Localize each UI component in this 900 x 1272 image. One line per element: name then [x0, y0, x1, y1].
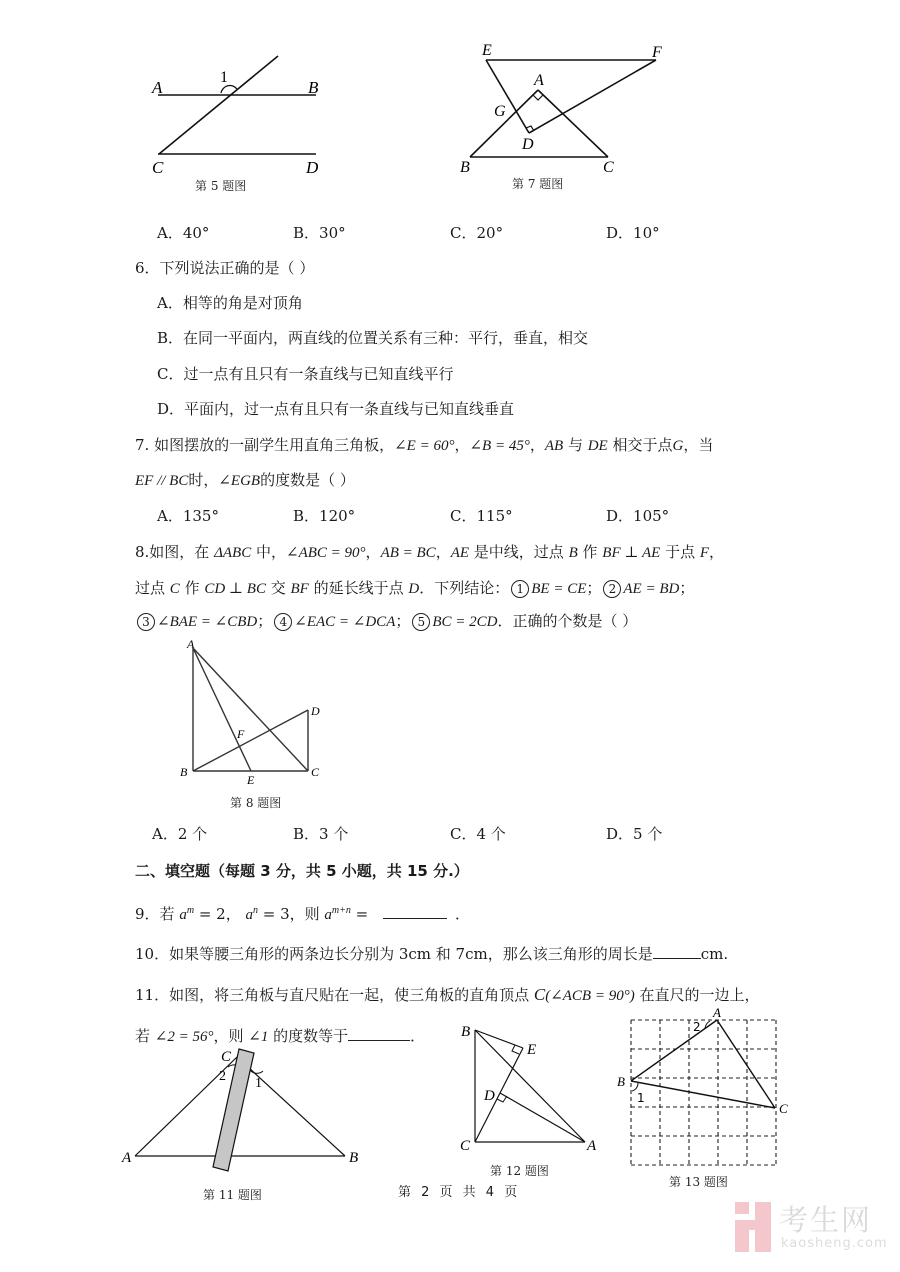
line-ed — [486, 60, 529, 133]
q8-line-2 — [135, 578, 694, 599]
q10-unit: cm. — [700, 945, 729, 963]
watermark — [735, 1198, 895, 1258]
q7-text: 时， — [188, 471, 219, 489]
label-a: A — [122, 1150, 132, 1166]
q7-text: 相交于点 — [607, 436, 673, 454]
q6-option-b[interactable]: B．在同一平面内，两直线的位置关系有三种：平行，垂直，相交 — [157, 329, 589, 347]
q8-conclusion-number: 2 — [603, 580, 621, 598]
label-b: B — [461, 1024, 471, 1040]
line-ad — [500, 1093, 585, 1142]
q8-math: BF — [290, 581, 309, 597]
figure-11-caption: 第 11 题图 — [203, 1188, 262, 1202]
q8-math: BE = CE — [531, 581, 587, 597]
q9-text: ． — [455, 905, 471, 923]
label-c: C — [460, 1138, 471, 1154]
q8-math: AE = BD — [623, 581, 680, 597]
q7-text: 与 — [563, 436, 588, 454]
line-ac — [193, 648, 308, 771]
q11-math-angle-2: ∠2 = 56° — [154, 1029, 214, 1045]
label-f: F — [652, 44, 662, 61]
q11-text: 若 — [135, 1027, 155, 1045]
q8-text: 过点 — [135, 579, 170, 597]
label-c: C — [152, 158, 164, 177]
figure-5-caption: 第 5 题图 — [195, 179, 247, 193]
q7-math-ab: AB — [544, 438, 564, 454]
q7-text: 7. 如图摆放的一副学生用直角三角板， — [135, 436, 395, 454]
q5-option-b[interactable]: B．30° — [293, 224, 346, 242]
q7-text: ，当 — [683, 436, 714, 454]
q7-line-1 — [135, 435, 713, 456]
figure-13-caption: 第 13 题图 — [669, 1175, 728, 1189]
q11-math-angle-1: ∠1 — [248, 1029, 269, 1045]
label-a: A — [713, 1005, 721, 1020]
q8-math: D — [408, 581, 420, 597]
q9-exp-m-plus-n: m+n — [331, 905, 351, 916]
q9-exp-m: m — [186, 905, 195, 916]
line-cb — [237, 1057, 345, 1156]
q8-conclusion-number: 4 — [274, 613, 292, 631]
q8-math: ∠EAC = ∠DCA — [294, 614, 396, 630]
q5-option-a[interactable]: A．40° — [157, 224, 210, 242]
q7-math-angle-b: ∠B = 45° — [469, 438, 530, 454]
right-angle-a — [533, 95, 543, 100]
figure-8-caption: 第 8 题图 — [230, 796, 282, 810]
watermark-domain: kaosheng.com — [781, 1236, 888, 1251]
label-c: C — [221, 1049, 232, 1065]
q6-option-a[interactable]: A．相等的角是对顶角 — [157, 294, 303, 312]
q8-text: 是中线，过点 — [469, 543, 569, 561]
q7-sep: ， — [529, 436, 545, 454]
q9-text: = — [350, 905, 369, 923]
q8-math: CD ⊥ BC — [204, 581, 266, 597]
q6-option-d[interactable]: D．平面内，过一点有且只有一条直线与已知直线垂直 — [157, 400, 515, 418]
q8-math: ∠ABC = 90° — [286, 545, 366, 561]
label-b: B — [180, 765, 188, 779]
line-ac — [717, 1020, 775, 1108]
q8-text: ， — [709, 543, 725, 561]
q8-math: F — [699, 545, 710, 561]
label-c: C — [603, 159, 614, 176]
q8-text: ； — [395, 612, 411, 630]
figure-7 — [450, 30, 680, 180]
q9-answer-blank[interactable] — [383, 904, 447, 919]
q8-math: BF ⊥ AE — [602, 545, 661, 561]
q7-sep: ， — [454, 436, 470, 454]
ruler — [213, 1049, 254, 1171]
q11-line-2 — [135, 1026, 425, 1047]
q9-math-a: a — [324, 907, 332, 923]
label-d: D — [311, 704, 320, 718]
label-b: B — [617, 1074, 625, 1089]
figure-5 — [140, 30, 340, 200]
q8-conclusion-number: 3 — [137, 613, 155, 631]
label-angle-1: 1 — [637, 1091, 645, 1105]
q7-math-angle-e: ∠E = 60° — [394, 438, 455, 454]
label-a: A — [152, 78, 163, 97]
label-c: C — [779, 1101, 788, 1116]
q10-answer-blank[interactable] — [653, 944, 701, 959]
figure-8 — [175, 638, 335, 788]
watermark-brand: 考生网 — [779, 1203, 873, 1237]
q9-exp-n: n — [252, 905, 258, 916]
q8-text: 交 — [265, 579, 291, 597]
q7-math-de: DE — [587, 438, 608, 454]
q6-option-c[interactable]: C．过一点有且只有一条直线与已知直线平行 — [157, 365, 454, 383]
angle-1-arc — [632, 1083, 638, 1091]
label-a: A — [534, 72, 544, 89]
label-b: B — [349, 1150, 359, 1166]
label-e: E — [527, 1042, 537, 1058]
q8-math: ΔABC — [214, 545, 252, 561]
q8-text: ； — [679, 579, 695, 597]
q7-line-2 — [135, 470, 355, 491]
label-e: E — [247, 773, 255, 787]
dashed-grid — [631, 1020, 776, 1165]
q10-line — [135, 944, 728, 964]
label-angle-2: 2 — [693, 1020, 701, 1034]
q7-math-angle-egb: ∠EGB — [218, 473, 261, 489]
q8-line-3 — [135, 611, 637, 632]
q5-option-c[interactable]: C．20° — [450, 224, 504, 242]
q8-option-c[interactable]: C．4 个 — [450, 825, 506, 843]
q8-text: ； — [257, 612, 273, 630]
line-be — [475, 1030, 523, 1048]
q8-math: BC = 2CD — [432, 614, 498, 630]
q8-conclusion-number: 5 — [412, 613, 430, 631]
q8-text: 中， — [251, 543, 287, 561]
q9-line — [135, 901, 470, 925]
q5-option-d[interactable]: D．10° — [606, 224, 660, 242]
q8-conclusion-number: 1 — [511, 580, 529, 598]
q7-option-b[interactable]: B．120° — [293, 507, 356, 525]
q8-text: ．正确的个数是（ ） — [497, 612, 638, 630]
q7-option-a[interactable]: A．135° — [157, 507, 219, 525]
q11-line-1 — [135, 985, 760, 1006]
label-d: D — [306, 158, 319, 177]
q8-text: 于点 — [660, 543, 700, 561]
q7-option-d[interactable]: D．105° — [606, 507, 670, 525]
label-c: C — [311, 765, 320, 779]
q9-text: = 3，则 — [257, 905, 325, 923]
q9-math-a: a — [179, 907, 187, 923]
section-2-title: 二、填空题（每题 3 分，共 5 小题，共 15 分.） — [135, 862, 469, 880]
q11-answer-blank[interactable] — [348, 1026, 410, 1041]
q8-math: AB = BC — [380, 545, 436, 561]
watermark-logo-icon — [735, 1202, 775, 1252]
label-angle-2: 2 — [219, 1069, 226, 1084]
label-g: G — [494, 103, 506, 120]
q8-option-d[interactable]: D．5 个 — [606, 825, 663, 843]
q8-math: AE — [450, 545, 470, 561]
q9-math-a: a — [245, 907, 253, 923]
transversal-line — [159, 56, 278, 154]
label-e: E — [482, 42, 492, 59]
q8-text: 作 — [179, 579, 205, 597]
q8-text: 8.如图，在 — [135, 543, 215, 561]
line-fd — [529, 60, 656, 133]
q11-math-c: C — [533, 985, 546, 1004]
q8-option-b[interactable]: B．3 个 — [293, 825, 349, 843]
q11-text: 在直尺的一边上， — [634, 986, 760, 1004]
figure-11 — [115, 1045, 375, 1185]
figure-13 — [610, 1005, 790, 1170]
label-f: F — [237, 727, 245, 741]
q7-math-g: G — [672, 438, 684, 454]
line-ac — [538, 90, 608, 157]
label-a: A — [587, 1138, 597, 1154]
line-ae — [193, 648, 251, 771]
page-number: 第 2 页 共 4 页 — [398, 1185, 521, 1200]
q9-text: = 2， — [194, 905, 246, 923]
q6-stem: 6．下列说法正确的是（ ） — [135, 259, 315, 277]
q11-text: 11．如图，将三角板与直尺贴在一起，使三角板的直角顶点 — [135, 986, 534, 1004]
q8-text: ．下列结论： — [419, 579, 510, 597]
q8-math: ∠BAE = ∠CBD — [157, 614, 258, 630]
q9-text: 9．若 — [135, 905, 180, 923]
line-bd — [193, 710, 308, 771]
q11-text: 的度数等于 — [268, 1027, 349, 1045]
figure-12-caption: 第 12 题图 — [490, 1164, 549, 1178]
q7-text: 的度数是（ ） — [260, 471, 355, 489]
q8-option-a[interactable]: A．2 个 — [152, 825, 208, 843]
q8-math: B — [568, 545, 578, 561]
label-angle-1: 1 — [220, 69, 228, 86]
q11-text: ，则 — [213, 1027, 249, 1045]
line-ba — [631, 1020, 717, 1081]
q8-text: 的延长线于点 — [308, 579, 409, 597]
q7-math-ef-parallel-bc: EF // BC — [135, 473, 189, 489]
line-bc — [631, 1081, 775, 1108]
label-d: D — [484, 1088, 495, 1104]
figure-7-caption: 第 7 题图 — [512, 177, 564, 191]
figure-12 — [455, 1020, 605, 1160]
q11-text: ． — [410, 1027, 426, 1045]
label-angle-1: 1 — [255, 1076, 262, 1091]
label-d: D — [522, 136, 534, 153]
q11-math-angle-acb: (∠ACB = 90°) — [545, 988, 635, 1004]
q10-text: 10．如果等腰三角形的两条边长分别为 3cm 和 7cm，那么该三角形的周长是 — [135, 945, 653, 963]
q8-line-1 — [135, 542, 724, 563]
q8-text: ， — [435, 543, 451, 561]
q7-option-c[interactable]: C．115° — [450, 507, 513, 525]
q8-text: 作 — [577, 543, 603, 561]
q8-text: ； — [586, 579, 602, 597]
label-b: B — [308, 78, 319, 97]
q8-math: C — [169, 581, 180, 597]
label-a: A — [187, 638, 195, 651]
label-b: B — [460, 159, 470, 176]
q8-text: ， — [365, 543, 381, 561]
line-ce — [475, 1048, 523, 1142]
